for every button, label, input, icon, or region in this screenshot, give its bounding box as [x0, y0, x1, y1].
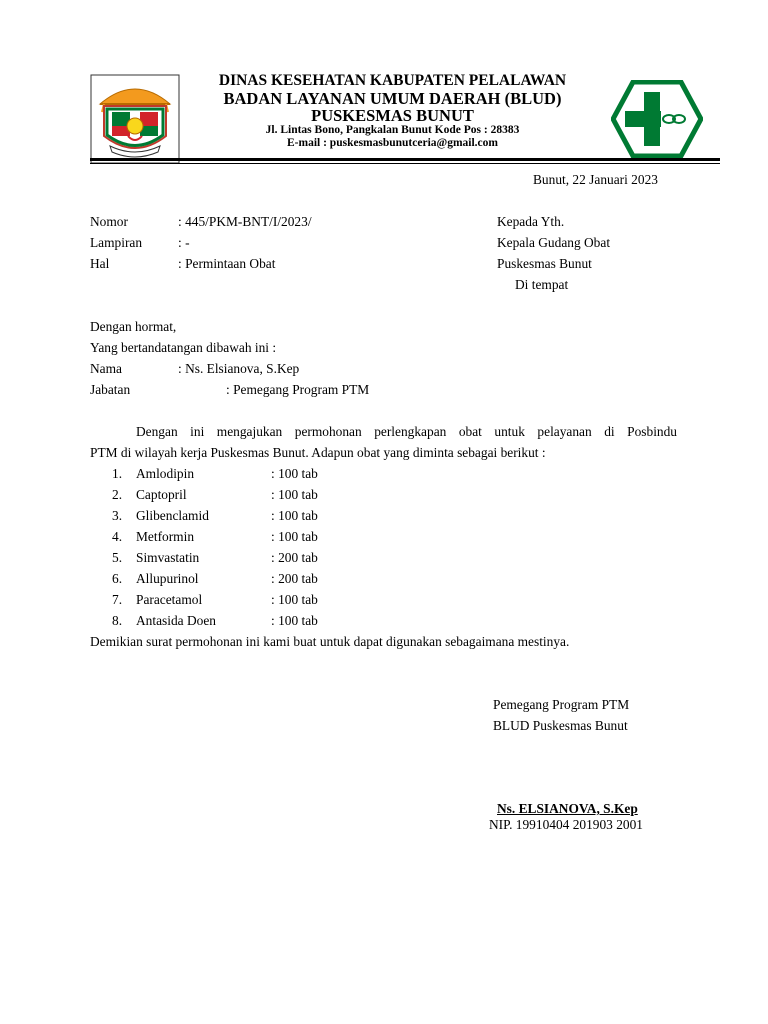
list-item-num: 6.	[112, 571, 123, 586]
list-item-name: Amlodipin	[136, 466, 195, 481]
list-item-num: 8.	[112, 613, 123, 628]
letterhead-rule-thin	[90, 163, 720, 164]
nomor-label: Nomor	[90, 214, 128, 229]
list-item-num: 7.	[112, 592, 123, 607]
jabatan-value: : Pemegang Program PTM	[226, 382, 370, 397]
nama-value: : Ns. Elsianova, S.Kep	[178, 361, 300, 376]
lampiran-value: : -	[178, 235, 190, 250]
list-item-qty: : 100 tab	[271, 613, 318, 628]
body-paragraph-line-1: Dengan ini mengajukan permohonan perlengkapan obat untuk pelayanan di Posbindu	[136, 424, 677, 439]
puskesmas-cross-logo	[611, 80, 703, 158]
closing-line: Demikian surat permohonan ini kami buat untuk dapat digunakan sebagaimana mestinya.	[90, 634, 570, 649]
list-item-name: Glibenclamid	[136, 508, 209, 523]
recipient-line-3: Puskesmas Bunut	[497, 256, 592, 271]
list-item-num: 2.	[112, 487, 123, 502]
lampiran-label: Lampiran	[90, 235, 143, 250]
list-item-name: Antasida Doen	[136, 613, 216, 628]
letterhead-blud: BADAN LAYANAN UMUM DAERAH (BLUD)	[223, 89, 562, 108]
letter-date: Bunut, 22 Januari 2023	[533, 172, 658, 187]
jabatan-label: Jabatan	[90, 382, 131, 397]
letterhead-rule-thick	[90, 158, 720, 161]
hal-value: : Permintaan Obat	[178, 256, 276, 271]
recipient-line-1: Kepada Yth.	[497, 214, 565, 229]
body-paragraph-line-2: PTM di wilayah kerja Puskesmas Bunut. Adapun obat yang diminta sebagai berikut :	[90, 445, 546, 460]
recipient-line-2: Kepala Gudang Obat	[497, 235, 611, 250]
list-item-name: Captopril	[136, 487, 187, 502]
signature-name: Ns. ELSIANOVA, S.Kep	[497, 801, 638, 816]
list-item-num: 1.	[112, 466, 123, 481]
list-item-name: Paracetamol	[136, 592, 203, 607]
list-item-qty: : 200 tab	[271, 550, 318, 565]
list-item-num: 5.	[112, 550, 123, 565]
signature-title-1: Pemegang Program PTM	[493, 697, 630, 712]
nomor-value: : 445/PKM-BNT/I/2023/	[178, 214, 312, 229]
list-item-name: Allupurinol	[136, 571, 199, 586]
list-item-qty: : 100 tab	[271, 466, 318, 481]
letterhead-address: Jl. Lintas Bono, Pangkalan Bunut Kode Pos : 28383	[265, 124, 520, 136]
list-item-qty: : 100 tab	[271, 529, 318, 544]
list-item-qty: : 100 tab	[271, 592, 318, 607]
greeting: Dengan hormat,	[90, 319, 177, 334]
list-item-num: 3.	[112, 508, 123, 523]
letterhead-agency: DINAS KESEHATAN KABUPATEN PELALAWAN	[218, 72, 567, 89]
recipient-line-4: Di tempat	[515, 277, 569, 292]
signature-title-2: BLUD Puskesmas Bunut	[493, 718, 628, 733]
hal-label: Hal	[90, 256, 110, 271]
list-item-qty: : 100 tab	[271, 487, 318, 502]
signature-nip: NIP. 19910404 201903 2001	[489, 817, 643, 832]
intro-line: Yang bertandatangan dibawah ini :	[90, 340, 277, 355]
list-item-name: Metformin	[136, 529, 195, 544]
pelalawan-emblem-logo	[90, 74, 180, 164]
nama-label: Nama	[90, 361, 122, 376]
list-item-qty: : 200 tab	[271, 571, 318, 586]
list-item-num: 4.	[112, 529, 123, 544]
list-item-qty: : 100 tab	[271, 508, 318, 523]
letterhead-puskesmas: PUSKESMAS BUNUT	[311, 106, 474, 125]
list-item-name: Simvastatin	[136, 550, 200, 565]
letterhead-email: E-mail : puskesmasbunutceria@gmail.com	[287, 137, 498, 149]
